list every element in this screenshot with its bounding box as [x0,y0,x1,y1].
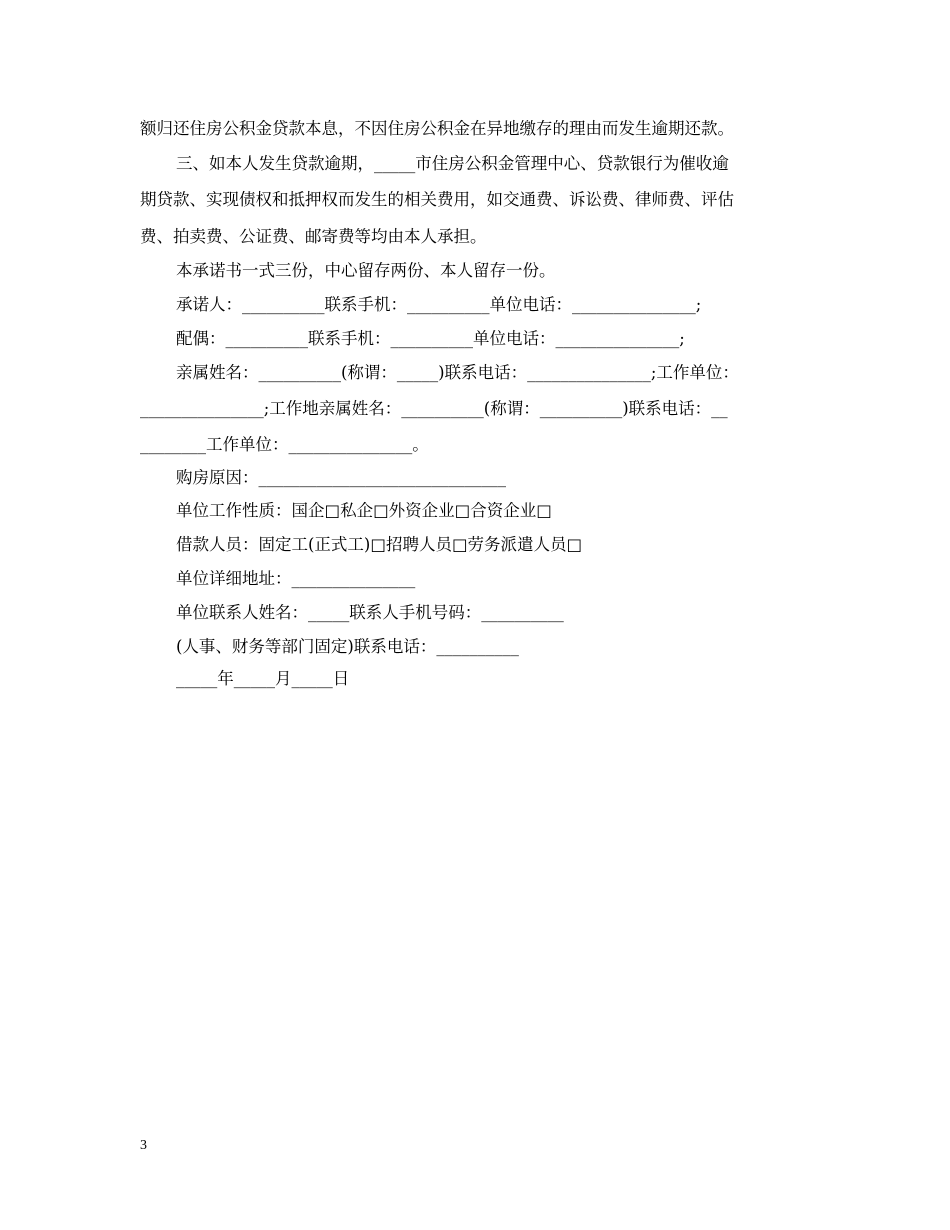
clause-three-line-3: 费、拍卖费、公证费、邮寄费等均由本人承担。 [140,227,487,246]
paragraph-line-1: 额归还住房公积金贷款本息，不因住房公积金在异地缴存的理由而发生逾期还款。 [140,119,734,138]
employer-address-field: 单位详细地址：_______________ [176,569,416,588]
copies-statement: 本承诺书一式三份，中心留存两份、本人留存一份。 [176,261,556,280]
date-field: _____年_____月_____日 [176,669,350,688]
borrower-type-field: 借款人员：固定工(正式工)□招聘人员□劳务派遣人员□ [176,535,583,554]
clause-three-line-1: 三、如本人发生贷款逾期，_____市住房公积金管理中心、贷款银行为催收逾 [176,154,729,173]
relative-field-line-3: ________工作单位：_______________。 [140,435,429,454]
page-number: 3 [140,1138,147,1153]
promisor-field-line: 承诺人：__________联系手机：__________单位电话：_______________; [176,295,702,314]
purchase-reason-field: 购房原因：______________________________ [176,468,506,487]
clause-three-line-2: 期贷款、实现债权和抵押权而发生的相关费用，如交通费、诉讼费、律师费、评估 [140,190,734,209]
spouse-field-line: 配偶：__________联系手机：__________单位电话：_______________; [176,329,685,348]
employer-contact-field: 单位联系人姓名：_____联系人手机号码：__________ [176,603,564,622]
department-phone-field: (人事、财务等部门固定)联系电话：__________ [176,637,519,656]
employer-nature-field: 单位工作性质：国企□私企□外资企业□合资企业□ [176,501,552,520]
relative-field-line-2: _______________;工作地亲属姓名：__________(称谓：__________)联系电话：__ [140,399,728,418]
relative-field-line-1: 亲属姓名：__________(称谓：_____)联系电话：_______________;工作单位： [176,363,739,382]
